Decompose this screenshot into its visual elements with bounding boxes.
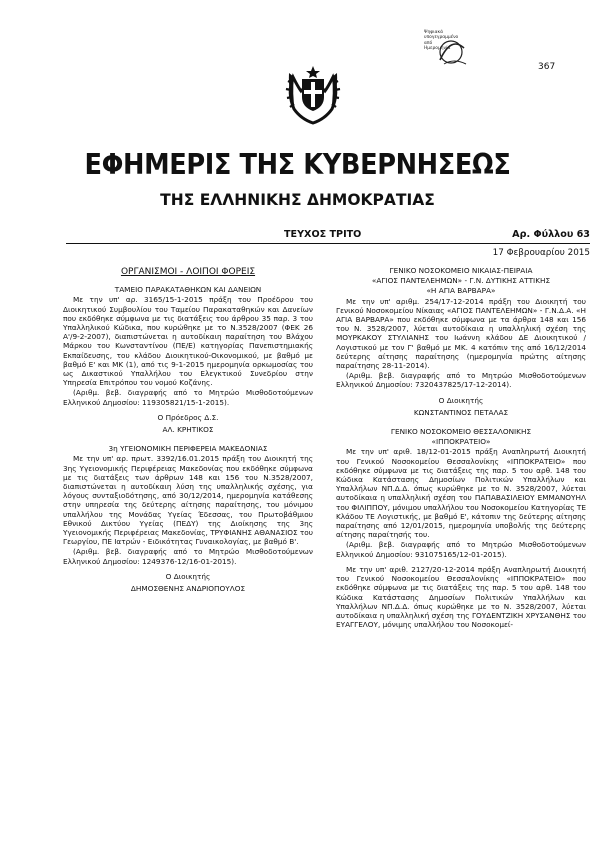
hellenic-coat-of-arms-icon — [284, 63, 342, 125]
decision-text: Με την υπ' αρ. πρωτ. 3392/16.01.2015 πράξη του Διοικητή της 3ης Υγειονομικής Περιφέρειας Μακεδονίας που εκδόθηκε σύμφωνα με τις διατάξεις των άρθρων 148 και 156 του Ν.3528/2007, διαπιστώνεται η αυτοδίκαιη λύση της υπαλληλικής σχέσης, για λόγους συνταξιοδότησης, από 30/12/2014, ημερομηνία κατάθεσης στην υπηρεσία της δεύτερης αίτησης παραίτησης, του μόνιμου υπαλλήλου της Μονάδας Υγείας Έδεσσας, του Πρωτοβάθμιου Εθνικού Δικτύου Υγείας (ΠΕΔΥ) της Διοίκησης της 3ης Υγειονομικής Περιφέρειας Μακεδονίας, ΤΡΥΦΙΑΝΗΣ ΑΘΑΝΑΣΙΟΣ του Γεωργίου, ΠΕ Ιατρών - Ειδικότητας Γυναικολογίας, με βαθμό Β'. — [63, 454, 313, 547]
signer-name: ΚΩΝΣΤΑΝΤΙΝΟΣ ΠΕΤΑΛΑΣ — [413, 407, 509, 417]
header-divider — [66, 243, 590, 244]
organization-name: ΤΑΜΕΙΟ ΠΑΡΑΚΑΤΑΘΗΚΩΝ ΚΑΙ ΔΑΝΕΙΩΝ — [114, 285, 262, 295]
organization-name: «ΑΓΙΟΣ ΠΑΝΤΕΛΕΗΜΩΝ» - Γ.Ν. ΔΥΤΙΚΗΣ ΑΤΤΙΚΗΣ — [371, 276, 551, 286]
decision-note: (Αριθμ. βεβ. διαγραφής από το Μητρώο Μισθοδοτούμενων Ελληνικού Δημοσίου: 7320437825/17-12-2014). — [336, 371, 586, 390]
issue-date: 17 Φεβρουαρίου 2015 — [492, 248, 590, 258]
organization-name: ΓΕΝΙΚΟ ΝΟΣΟΚΟΜΕΙΟ ΝΙΚΑΙΑΣ-ΠΕΙΡΑΙΑ — [389, 266, 533, 275]
decision-entry — [336, 266, 586, 417]
signer-title: Ο Διοικητής — [438, 395, 484, 405]
signer-title: Ο Πρόεδρος Δ.Σ. — [157, 412, 219, 422]
decision-entry — [336, 565, 586, 629]
decision-note: (Αριθμ. βεβ. διαγραφής από το Μητρώο Μισθοδοτούμενων Ελληνικού Δημοσίου: 1249376-12/16-01-2015). — [63, 547, 313, 566]
stamp-line: από — [424, 40, 433, 46]
decision-text: Με την υπ' αριθ. 2127/20-12-2014 πράξη Αναπληρωτή Διοικητή του Γενικού Νοσοκομείου Θεσσαλονίκης «ΙΠΠΟΚΡΑΤΕΙΟ» που εκδόθηκε σύμφωνα με τις διατάξεις της παρ. 5 του αρθ. 148 του Κώδικα Κατάστασης Δημοσίων Πολιτικών Υπαλλήλων και Υπαλλήλων ΝΠ.Δ.Δ. όπως κυρώθηκε με το Ν. 3528/2007, λύεται αυτοδίκαια η υπαλληλική σχέση της ΓΟΥΔΕΝΤΖΙΚΗ ΧΡΥΣΑΝΘΗΣ του ΕΥΑΓΓΕΛΟΥ, μόνιμης υπαλλήλου του Νοσοκομεί- — [336, 564, 586, 630]
gazette-title: ΕΦΗΜΕΡΙΣ ΤΗΣ ΚΥΒΕΡΝΗΣΕΩΣ — [84, 148, 511, 181]
decision-note: (Αριθμ. βεβ. διαγραφής από το Μητρώο Μισθοδοτούμενων Ελληνικού Δημοσίου: 931075165/12-01-2015). — [336, 540, 586, 559]
left-column — [63, 266, 313, 603]
decision-entry — [63, 444, 313, 593]
right-column — [336, 266, 586, 630]
organization-name: ΓΕΝΙΚΟ ΝΟΣΟΚΟΜΕΙΟ ΘΕΣΣΑΛΟΝΙΚΗΣ — [390, 427, 532, 437]
section-title — [63, 268, 313, 277]
signer-title: Ο Διοικητής — [165, 571, 211, 581]
gazette-subtitle: ΤΗΣ ΕΛΛΗΝΙΚΗΣ ΔΗΜΟΚΡΑΤΙΑΣ — [160, 191, 435, 209]
issue-series: ΤΕΥΧΟΣ ΤΡΙΤΟ — [284, 229, 362, 240]
page-number: 367 — [538, 62, 556, 72]
stamp-line: υπογεγραμμένο — [424, 35, 459, 41]
decision-entry — [63, 285, 313, 434]
digital-signature-text — [424, 30, 458, 52]
stamp-line: Ψηφιακά — [424, 30, 443, 35]
signer-name: ΑΛ. ΚΡΗΤΙΚΟΣ — [162, 425, 214, 435]
organization-name: 3η ΥΓΕΙΟΝΟΜΙΚΗ ΠΕΡΙΦΕΡΕΙΑ ΜΑΚΕΔΟΝΙΑΣ — [108, 444, 268, 454]
decision-text: Με την υπ' αρ. 3165/15-1-2015 πράξη του Προέδρου του Διοικητικού Συμβουλίου του Ταμείου Παρακαταθηκών και Δανείων που εκδόθηκε σύμφωνα με τις διατάξεις του άρθρου 35 παρ. 3 του Υπαλληλικού Κώδικα, που κυρώθηκε με το Ν.3528/2007 (ΦΕΚ 26 Α'/9-2-2007), διαπιστώνεται η αυτοδίκαιη παραίτηση του Βλάχου Μάρκου του Κωνσταντίνου (ΠΕ/Ε) κατηγορίας Πανεπιστημιακής Εκπαίδευσης, του κλάδου Διοικητικού-Οικονομικού, με βαθμό με βαθμό Ε' και ΜΚ (1), από τις 9-1-2015 ημερομηνία ορκωμοσίας του ως Δικαστικού Υπαλλήλου του Ελεγκτικού Συνεδρίου στην Υπηρεσία Επιτρόπου του νομού Κοζάνης. — [63, 295, 313, 388]
issue-line — [66, 229, 590, 241]
organization-name: «Η ΑΓΙΑ ΒΑΡΒΑΡΑ» — [426, 286, 496, 296]
decision-text: Με την υπ' αριθμ. 254/17-12-2014 πράξη του Διοικητή του Γενικού Νοσοκομείου Νίκαιας «ΑΓΙΟΣ ΠΑΝΤΕΛΕΗΜΩΝ» - Γ.Ν.Δ.Α. «Η ΑΓΙΑ ΒΑΡΒΑΡΑ» που εκδόθηκε σύμφωνα με τα άρθρα 148 και 156 του Ν. 3528/2007, λύεται αυτοδίκαια η υπαλληλική σχέση της ΜΟΥΡΚΑΚΟΥ ΣΤΥΛΙΑΝΗΣ του Ιωάννη κλάδου ΔΕ Διοικητικού / Λογιστικού με τον Γ' βαθμό με ΜΚ. 4 κατόπιν της από 16/12/2014 δεύτερης αίτησης παραίτησης (ημερομηνία πρώτης αίτησης παραίτησης 28-11-2014). — [336, 296, 586, 371]
organization-name: «ΙΠΠΟΚΡΑΤΕΙΟ» — [431, 437, 491, 447]
section-title-text: ΟΡΓΑΝΙΣΜΟΙ - ΛΟΙΠΟΙ ΦΟΡΕΙΣ — [120, 267, 256, 277]
stamp-line: Ημερομηνία — [424, 46, 451, 52]
decision-note: (Αριθμ. βεβ. διαγραφής από το Μητρώο Μισθοδοτούμενων Ελληνικού Δημοσίου: 119305821/15-1-2015). — [63, 388, 313, 407]
decision-text: Με την υπ' αριθ. 18/12-01-2015 πράξη Αναπληρωτή Διοικητή του Γενικού Νοσοκομείου Θεσσαλονίκης «ΙΠΠΟΚΡΑΤΕΙΟ» που εκδόθηκε σύμφωνα με τις διατάξεις της παρ. 5 του αρθ. 148 του Κώδικα Κατάστασης Δημοσίων Πολιτικών Υπαλλήλων και Υπαλλήλων ΝΠ.Δ.Δ. όπως κυρώθηκε με το Ν. 3528/2007, λύεται αυτοδίκαια η υπαλληλική σχέση του ΠΑΠΑΒΑΣΙΛΕΙΟΥ ΕΜΜΑΝΟΥΗΛ του ΦΙΛΙΠΠΟΥ, μόνιμου υπαλλήλου του Νοσοκομείου Κατηγορίας ΤΕ Κλάδου ΤΕ Λογιστικής, με βαθμό Ε', κάτοπιν της δεύτερης αίτησης παραίτησης από 12/01/2015, ημερομηνία υποβολής της δεύτερης αίτησης παραίτησής του. — [336, 447, 586, 540]
issue-sheet-number: Αρ. Φύλλου 63 — [512, 229, 590, 240]
decision-entry — [336, 427, 586, 559]
signer-name: ΔΗΜΟΣΘΕΝΗΣ ΑΝΔΡΙΟΠΟΥΛΟΣ — [130, 584, 246, 594]
